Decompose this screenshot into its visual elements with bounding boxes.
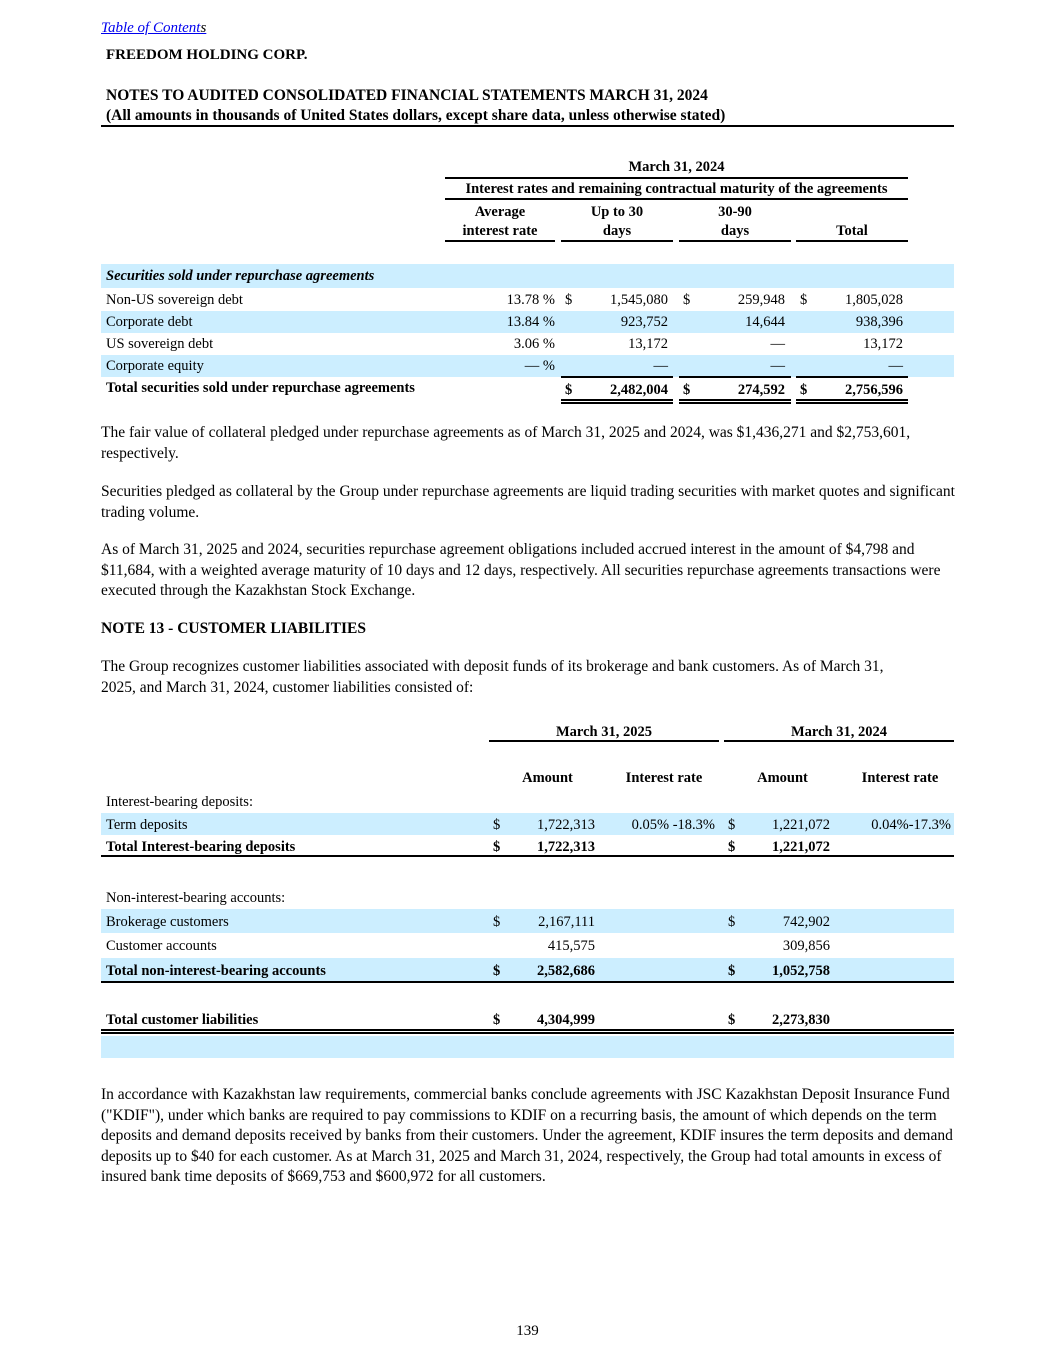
d3090-cell: —: [770, 336, 785, 352]
paragraph-accrued-interest: As of March 31, 2025 and 2024, securities repurchase agreement obligations included accrued interest in the amount of $4,798 and $11,684, with a weighted average maturity of 10 days and 12 days, respectively. All securities repurchase agreements transactions were executed through the Kazakhstan Stock Exchange.: [101, 541, 941, 599]
total-d3090: 274,592: [737, 382, 785, 398]
row-label: Customer accounts: [106, 938, 217, 954]
row-label: Total non-interest-bearing accounts: [106, 963, 326, 979]
dollar-sign: $: [728, 839, 736, 855]
header-rule: [101, 125, 954, 127]
notes-title-line: NOTES TO AUDITED CONSOLIDATED FINANCIAL STATEMENTS MARCH 31, 2024: [106, 87, 708, 104]
dollar-sign: $: [565, 292, 573, 308]
divider: [796, 376, 908, 378]
divider: [445, 198, 908, 200]
amount-2024: 1,221,072: [772, 839, 830, 855]
total-up30: 2,482,004: [610, 382, 668, 398]
col-amount-2024: Amount: [757, 770, 808, 786]
dollar-sign: $: [728, 817, 736, 833]
divider: [724, 740, 954, 742]
up30-cell: —: [653, 358, 668, 374]
divider: [561, 240, 673, 242]
row-label: Total customer liabilities: [106, 1012, 259, 1028]
notes-subtitle: (All amounts in thousands of United States dollars, except share data, unless otherwise stated): [106, 107, 726, 124]
row-label: US sovereign debt: [106, 336, 214, 352]
dollar-sign: $: [493, 914, 501, 930]
total-label: Total securities sold under repurchase agreements: [106, 380, 415, 396]
double-underline: [796, 399, 908, 404]
interest-bearing-label: Interest-bearing deposits:: [106, 794, 253, 810]
amount-2025: 1,722,313: [537, 817, 595, 833]
dollar-sign: $: [728, 1012, 736, 1028]
col-avg-rate: Average interest rate: [462, 204, 538, 239]
rate-2024: 0.04%-17.3%: [871, 817, 951, 833]
dollar-sign: $: [493, 963, 501, 979]
row-label: Corporate debt: [106, 314, 193, 330]
dollar-sign: $: [565, 382, 573, 398]
note13-heading: NOTE 13 - CUSTOMER LIABILITIES: [101, 620, 367, 637]
col-rate-2024: Interest rate: [861, 770, 939, 786]
total-cell: —: [888, 358, 903, 374]
total-cell: 938,396: [855, 314, 903, 330]
divider: [796, 240, 908, 242]
col-total: Total: [836, 223, 868, 239]
double-underline: [561, 399, 673, 404]
up30-cell: 923,752: [620, 314, 668, 330]
table-of-contents-link[interactable]: Table of Contents: [101, 20, 207, 36]
amount-2025: 2,582,686: [537, 963, 595, 979]
double-underline: [679, 399, 791, 404]
double-underline: [101, 1029, 954, 1034]
notes-title: [106, 86, 725, 126]
divider: [489, 740, 719, 742]
rate-cell: — %: [524, 358, 555, 374]
divider: [101, 981, 954, 983]
amount-2024: 309,856: [782, 938, 830, 954]
rate-cell: 3.06 %: [513, 336, 555, 352]
toc-suffix: s: [200, 20, 207, 36]
paragraph-securities-pledged: Securities pledged as collateral by the Group under repurchase agreements are liquid trading securities with market quotes and significant trading volume.: [101, 483, 955, 521]
dollar-sign: $: [683, 292, 691, 308]
up30-cell: 1,545,080: [610, 292, 668, 308]
amount-2024: 2,273,830: [772, 1012, 830, 1028]
repo-group-header: Interest rates and remaining contractual maturity of the agreements: [465, 181, 888, 197]
col-amount-2025: Amount: [522, 770, 573, 786]
row-label: Corporate equity: [106, 358, 204, 374]
amount-2025: 4,304,999: [537, 1012, 595, 1028]
dollar-sign: $: [800, 292, 808, 308]
col-30-90: 30-90 days: [718, 204, 752, 239]
total-total: 2,756,596: [845, 382, 903, 398]
row-label: Non-US sovereign debt: [106, 292, 243, 308]
non-interest-label: Non-interest-bearing accounts:: [106, 890, 286, 906]
dollar-sign: $: [493, 817, 501, 833]
paragraph-note13-intro: The Group recognizes customer liabilities associated with deposit funds of its brokerage and bank customers. As of March 31, 2025, and March 31, 2024, customer liabilities consisted of:: [101, 658, 884, 696]
paragraph-collateral-fair-value: The fair value of collateral pledged under repurchase agreements as of March 31, 2025 and 2024, was $1,436,271 and $2,753,601, respectively.: [101, 424, 911, 462]
d3090-cell: 14,644: [745, 314, 785, 330]
row-label: Total Interest-bearing deposits: [106, 839, 296, 855]
divider: [679, 376, 791, 378]
amount-2025: 415,575: [547, 938, 595, 954]
up30-cell: 13,172: [628, 336, 668, 352]
amount-2024: 1,221,072: [772, 817, 830, 833]
rate-cell: 13.78 %: [506, 292, 555, 308]
dollar-sign: $: [493, 839, 501, 855]
section-label: Securities sold under repurchase agreements: [106, 268, 375, 284]
amount-2025: 1,722,313: [537, 839, 595, 855]
row-label: Brokerage customers: [106, 914, 229, 930]
d3090-cell: 259,948: [737, 292, 785, 308]
rate-2025: 0.05% -18.3%: [631, 817, 715, 833]
amount-2025: 2,167,111: [538, 914, 595, 930]
d3090-cell: —: [770, 358, 785, 374]
company-name: FREEDOM HOLDING CORP.: [106, 47, 308, 63]
page-number: 139: [516, 1323, 539, 1339]
paragraph-kdif: In accordance with Kazakhstan law requirements, commercial banks conclude agreements with JSC Kazakhstan Deposit Insurance Fund ("KDIF"), under which banks are required to pay commissions to KDIF on a recurring basis, the amount of which depends on the term deposits and demand deposits received by banks from their customers. Under the agreement, KDIF insures the term deposits and demand deposits up to $40 for each customer. As at March 31, 2025 and March 31, 2024, respectively, the Group had total amounts in excess of insured bank time deposits of $669,753 and $600,972 for all customers.: [101, 1086, 953, 1185]
amount-2024: 1,052,758: [772, 963, 830, 979]
rate-cell: 13.84 %: [506, 314, 555, 330]
divider: [445, 240, 555, 242]
total-cell: 1,805,028: [845, 292, 903, 308]
amount-2024: 742,902: [782, 914, 830, 930]
period-2025: March 31, 2025: [556, 724, 652, 740]
repo-period: March 31, 2024: [628, 159, 725, 175]
row-label: Term deposits: [106, 817, 188, 833]
dollar-sign: $: [800, 382, 808, 398]
dollar-sign: $: [683, 382, 691, 398]
divider: [679, 240, 791, 242]
period-2024: March 31, 2024: [791, 724, 887, 740]
dollar-sign: $: [728, 914, 736, 930]
divider: [561, 376, 673, 378]
col-rate-2025: Interest rate: [625, 770, 703, 786]
empty-band: [101, 1036, 954, 1058]
divider: [101, 855, 954, 857]
total-cell: 13,172: [863, 336, 903, 352]
dollar-sign: $: [493, 1012, 501, 1028]
dollar-sign: $: [728, 963, 736, 979]
col-up-to-30: Up to 30 days: [590, 204, 644, 239]
